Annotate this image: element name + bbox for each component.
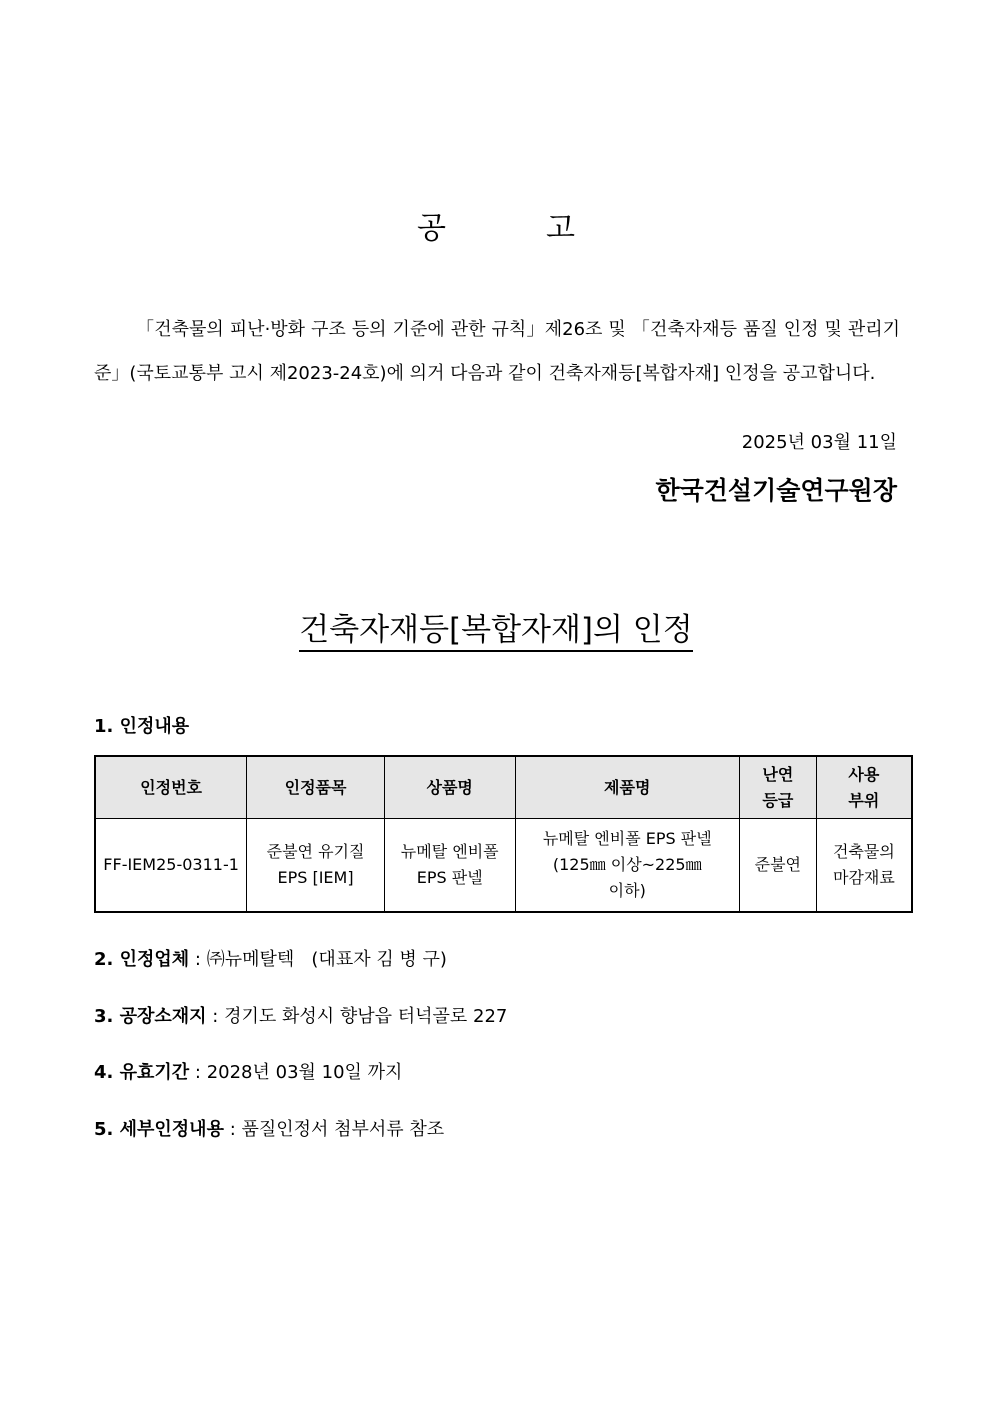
info-validity bbox=[94, 1058, 402, 1084]
info-detail-value: : 품질인정서 첨부서류 참조 bbox=[223, 1119, 445, 1140]
cell-cert-item-text: 준불연 유기질 EPS [IEM] bbox=[266, 842, 365, 887]
header-usage-area bbox=[816, 756, 912, 819]
cell-fire-grade bbox=[739, 819, 816, 913]
info-detail bbox=[94, 1115, 444, 1141]
table-header-row bbox=[95, 756, 912, 819]
cell-cert-number bbox=[95, 819, 247, 913]
info-validity-label: 4. 유효기간 bbox=[94, 1062, 190, 1083]
issuer-name: 한국건설기술연구원장 bbox=[655, 476, 897, 505]
info-detail-label: 5. 세부인정내용 bbox=[94, 1119, 224, 1140]
cell-usage-area bbox=[816, 819, 912, 913]
notice-body-text: 「건축물의 피난·방화 구조 등의 기준에 관한 규칙」제26조 및 「건축자재등 품질 인정 및 관리기준」(국토교통부 고시 제2023-24호)에 의거 다음과 같이 건축자재등[복합자재] 인정을 공고합니다. bbox=[94, 319, 900, 384]
item-heading-certification-content: 1. 인정내용 bbox=[94, 716, 190, 737]
page-title-char-1: 공 bbox=[417, 211, 446, 246]
table-row bbox=[95, 819, 912, 913]
header-fire-grade-text: 난연 등급 bbox=[762, 764, 794, 810]
notice-body bbox=[94, 308, 900, 396]
certification-table bbox=[94, 755, 913, 913]
cell-product-name-text: 뉴메탈 엔비폴 EPS 판넬 (125㎜ 이상~225㎜ 이하) bbox=[542, 829, 712, 900]
header-fire-grade bbox=[739, 756, 816, 819]
header-cert-item bbox=[247, 756, 385, 819]
info-company-label: 2. 인정업체 bbox=[94, 949, 190, 970]
header-cert-number-text: 인정번호 bbox=[140, 777, 202, 797]
cell-product-name bbox=[515, 819, 739, 913]
notice-date: 2025년 03월 11일 bbox=[741, 432, 897, 453]
info-factory bbox=[94, 1002, 507, 1028]
info-validity-value: : 2028년 03월 10일 까지 bbox=[189, 1062, 403, 1083]
cell-cert-number-text: FF-IEM25-0311-1 bbox=[103, 855, 239, 874]
info-company-value: : ㈜뉴메탈텍 (대표자 김 병 구) bbox=[189, 949, 447, 970]
header-product-name bbox=[515, 756, 739, 819]
header-trade-name bbox=[384, 756, 515, 819]
header-trade-name-text: 상품명 bbox=[426, 777, 473, 797]
cell-trade-name bbox=[384, 819, 515, 913]
info-factory-value: : 경기도 화성시 향남읍 터넉골로 227 bbox=[206, 1006, 508, 1027]
page-title bbox=[0, 203, 992, 247]
info-factory-label: 3. 공장소재지 bbox=[94, 1006, 207, 1027]
page-title-char-2: 고 bbox=[546, 211, 575, 246]
cell-fire-grade-text: 준불연 bbox=[754, 855, 802, 874]
header-product-name-text: 제품명 bbox=[604, 777, 651, 797]
section-title bbox=[0, 604, 992, 649]
cell-trade-name-text: 뉴메탈 엔비폴 EPS 판넬 bbox=[400, 842, 499, 887]
section-title-text: 건축자재등[복합자재]의 인정 bbox=[299, 612, 692, 652]
header-cert-number bbox=[95, 756, 247, 819]
cell-cert-item bbox=[247, 819, 385, 913]
header-usage-area-text: 사용 부위 bbox=[848, 764, 880, 810]
info-company bbox=[94, 945, 447, 971]
header-cert-item-text: 인정품목 bbox=[284, 777, 347, 797]
cell-usage-area-text: 건축물의 마감재료 bbox=[832, 842, 895, 887]
